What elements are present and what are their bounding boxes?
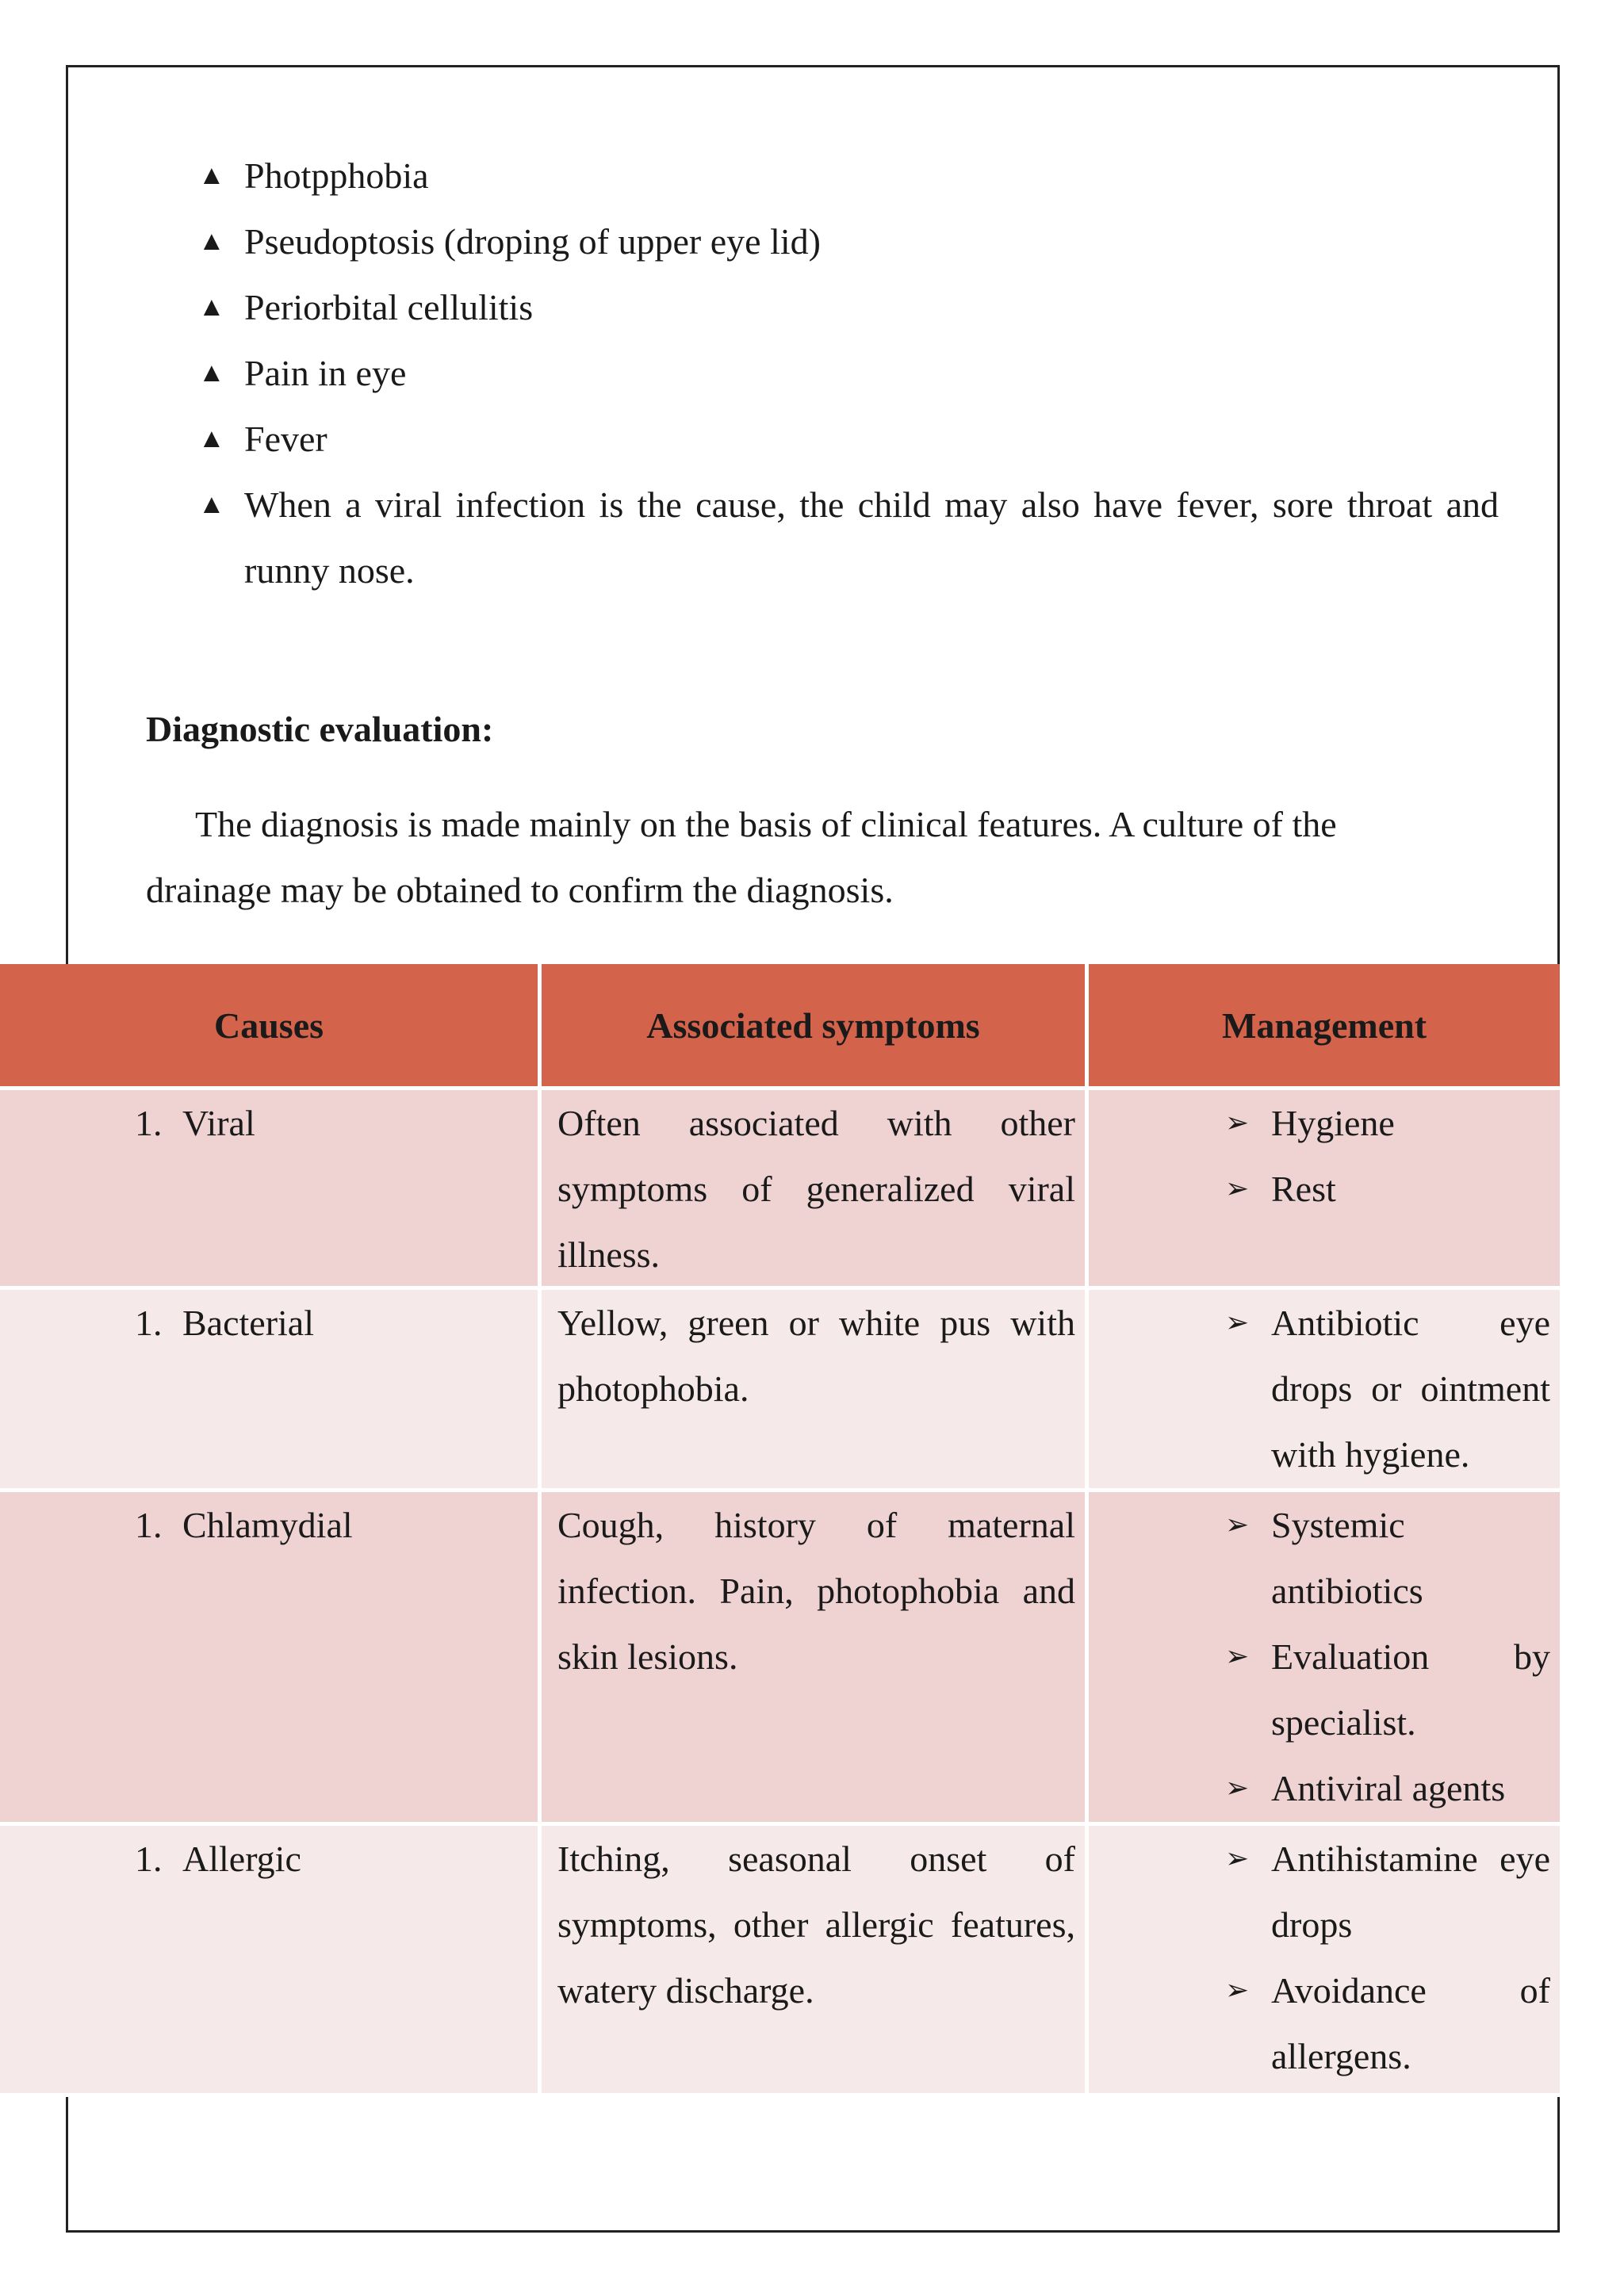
management-item: ➢ Antibiotic eye drops or ointment with hygiene. [1089, 1290, 1550, 1487]
arrow-bullet-icon: ➢ [1225, 1772, 1250, 1804]
cause-cell [0, 1826, 542, 2093]
triangle-bullet-icon: ▲ [198, 424, 225, 453]
symptoms-cell: Cough, history of maternal infection. Pain, photophobia and skin lesions. [542, 1492, 1089, 1822]
bullet-item: ▲ Pain in eye [198, 340, 1499, 406]
cause-label: Chlamydial [182, 1505, 353, 1545]
bullet-item: ▲ Periorbital cellulitis [198, 274, 1499, 340]
arrow-bullet-icon: ➢ [1225, 1107, 1250, 1138]
bullet-item: ▲ Photpphobia [198, 143, 1499, 209]
cause-label: Bacterial [182, 1303, 315, 1343]
bullet-item: ▲ When a viral infection is the cause, the child may also have fever, sore throat and runny nose. [198, 472, 1499, 603]
header-associated-symptoms: Associated symptoms [542, 964, 1089, 1086]
symptom-bullet-list [198, 143, 1499, 603]
triangle-bullet-icon: ▲ [198, 358, 225, 388]
cause-cell [0, 1290, 542, 1488]
cause-cell [0, 1492, 542, 1822]
symptoms-cell: Itching, seasonal onset of symptoms, other allergic features, watery discharge. [542, 1826, 1089, 2093]
management-cell [1089, 1492, 1560, 1822]
symptoms-cell: Yellow, green or white pus with photophobia. [542, 1290, 1089, 1488]
arrow-bullet-icon: ➢ [1225, 1307, 1250, 1338]
cause-label: Viral [182, 1103, 255, 1143]
arrow-bullet-icon: ➢ [1225, 1173, 1250, 1204]
arrow-bullet-icon: ➢ [1225, 1974, 1250, 2006]
cause-cell [0, 1090, 542, 1286]
management-item: ➢ Antihistamine eye drops [1089, 1826, 1550, 1957]
arrow-bullet-icon: ➢ [1225, 1843, 1250, 1874]
section-heading: Diagnostic evaluation: [146, 709, 494, 749]
item-number: 1. [135, 1103, 163, 1143]
item-number: 1. [135, 1303, 163, 1343]
header-causes: Causes [0, 964, 542, 1086]
item-number: 1. [135, 1839, 163, 1879]
table-row [0, 1290, 1560, 1492]
management-item: ➢ Hygiene [1089, 1090, 1550, 1156]
cause-label: Allergic [182, 1839, 301, 1879]
management-item: ➢ Avoidance of allergens. [1089, 1957, 1550, 2089]
triangle-bullet-icon: ▲ [198, 293, 225, 322]
triangle-bullet-icon: ▲ [198, 490, 225, 519]
table-row [0, 1090, 1560, 1290]
management-item: ➢ Rest [1089, 1156, 1550, 1222]
section-paragraph: The diagnosis is made mainly on the basis of clinical features. A culture of the drainage may be obtained to confirm the diagnosis. [146, 804, 1337, 910]
triangle-bullet-icon: ▲ [198, 161, 225, 190]
management-cell [1089, 1290, 1560, 1488]
item-number: 1. [135, 1505, 163, 1545]
table-row [0, 1826, 1560, 2097]
bullet-item: ▲ Fever [198, 406, 1499, 472]
management-item: ➢ Systemic antibiotics [1089, 1492, 1550, 1624]
arrow-bullet-icon: ➢ [1225, 1640, 1250, 1672]
management-item: ➢ Evaluation by specialist. [1089, 1624, 1550, 1755]
table-row [0, 1492, 1560, 1826]
conjunctivitis-table [0, 964, 1560, 2097]
bullet-item: ▲ Pseudoptosis (droping of upper eye lid) [198, 209, 1499, 274]
header-management: Management [1221, 1005, 1427, 1046]
management-cell [1089, 1826, 1560, 2093]
symptoms-cell: Often associated with other symptoms of generalized viral illness. [542, 1090, 1089, 1286]
management-cell [1089, 1090, 1560, 1286]
management-item: ➢ Antiviral agents [1089, 1755, 1550, 1821]
triangle-bullet-icon: ▲ [198, 227, 225, 256]
table-header-row [0, 964, 1560, 1090]
arrow-bullet-icon: ➢ [1225, 1509, 1250, 1540]
